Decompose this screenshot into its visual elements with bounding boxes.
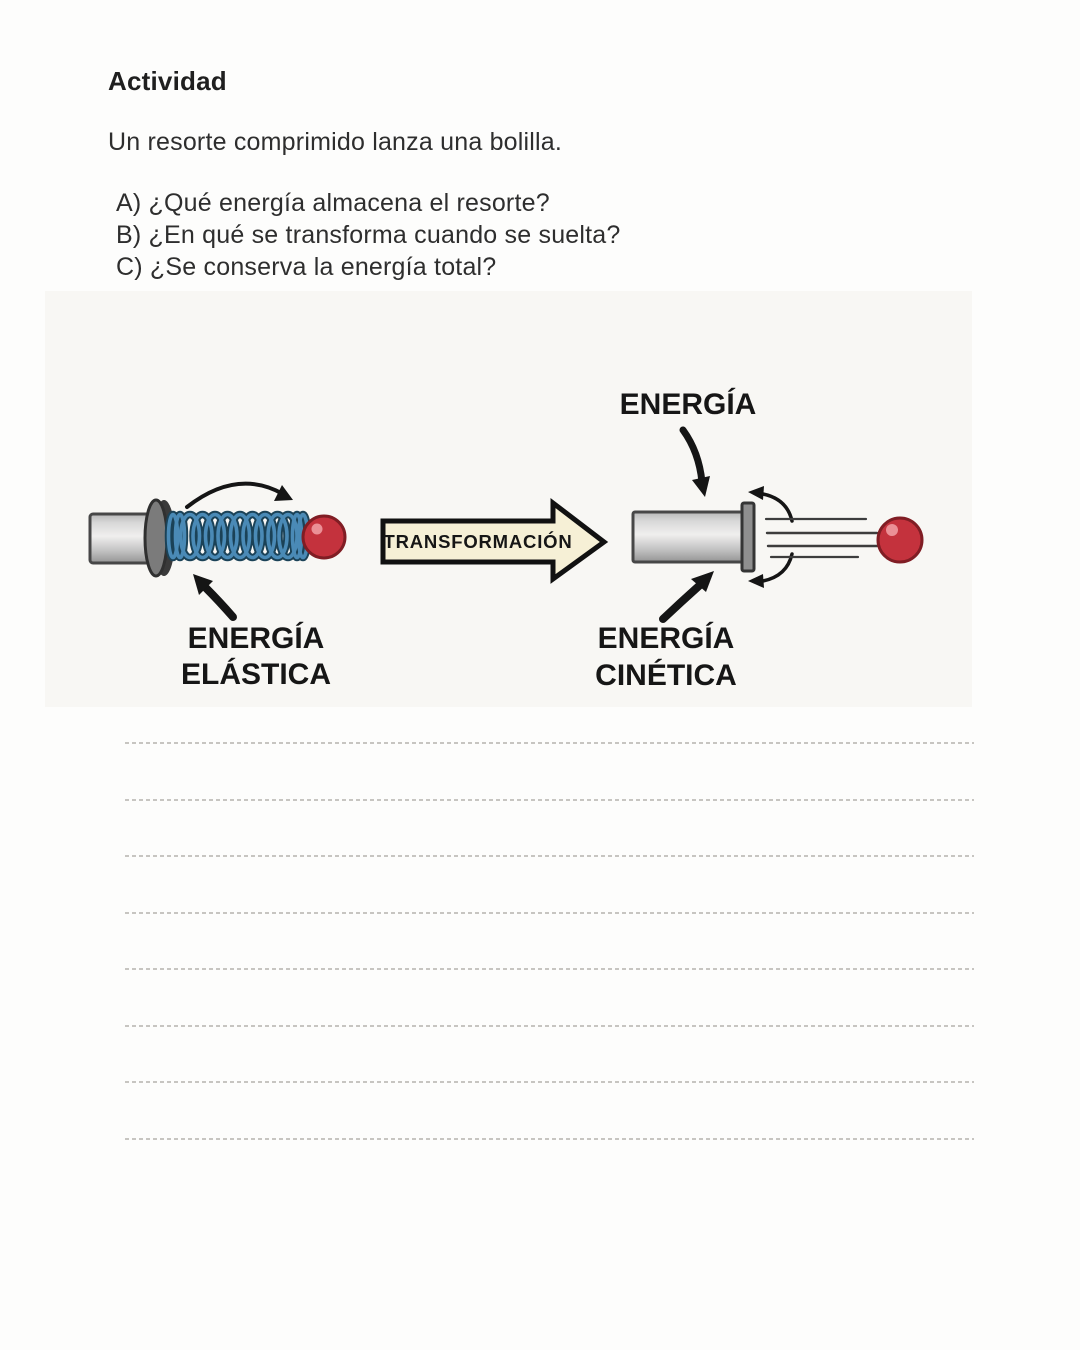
question-c: C) ¿Se conserva la energía total? [116,253,497,281]
answer-line [125,742,974,744]
energy-diagram [0,280,1080,710]
launch-plate [742,503,754,571]
transformation-arrow-label: TRANSFORMACIÓN [383,531,573,552]
answer-line [125,1025,974,1027]
answer-line [125,968,974,970]
answer-line [125,1081,974,1083]
answer-line [125,1138,974,1140]
question-a: A) ¿Qué energía almacena el resorte? [116,189,550,217]
elastic-label-line1: ENERGÍA [187,622,325,655]
answer-line [125,912,974,914]
intro-text: Un resorte comprimido lanza una bolilla. [108,128,563,156]
ball-projectile [878,518,922,562]
question-list [116,187,621,283]
kinetic-label-line1: ENERGÍA [597,622,735,655]
answer-line [125,799,974,801]
diagram-background [45,291,972,707]
answer-line [125,855,974,857]
ball-on-spring [303,516,345,558]
energy-label: ENERGÍA [619,388,757,421]
kinetic-label-line2: CINÉTICA [595,659,737,692]
launch-tube [633,512,743,562]
elastic-label-line2: ELÁSTICA [181,658,331,691]
page-title: Actividad [108,66,227,96]
question-b: B) ¿En qué se transforma cuando se suelta? [116,221,621,249]
